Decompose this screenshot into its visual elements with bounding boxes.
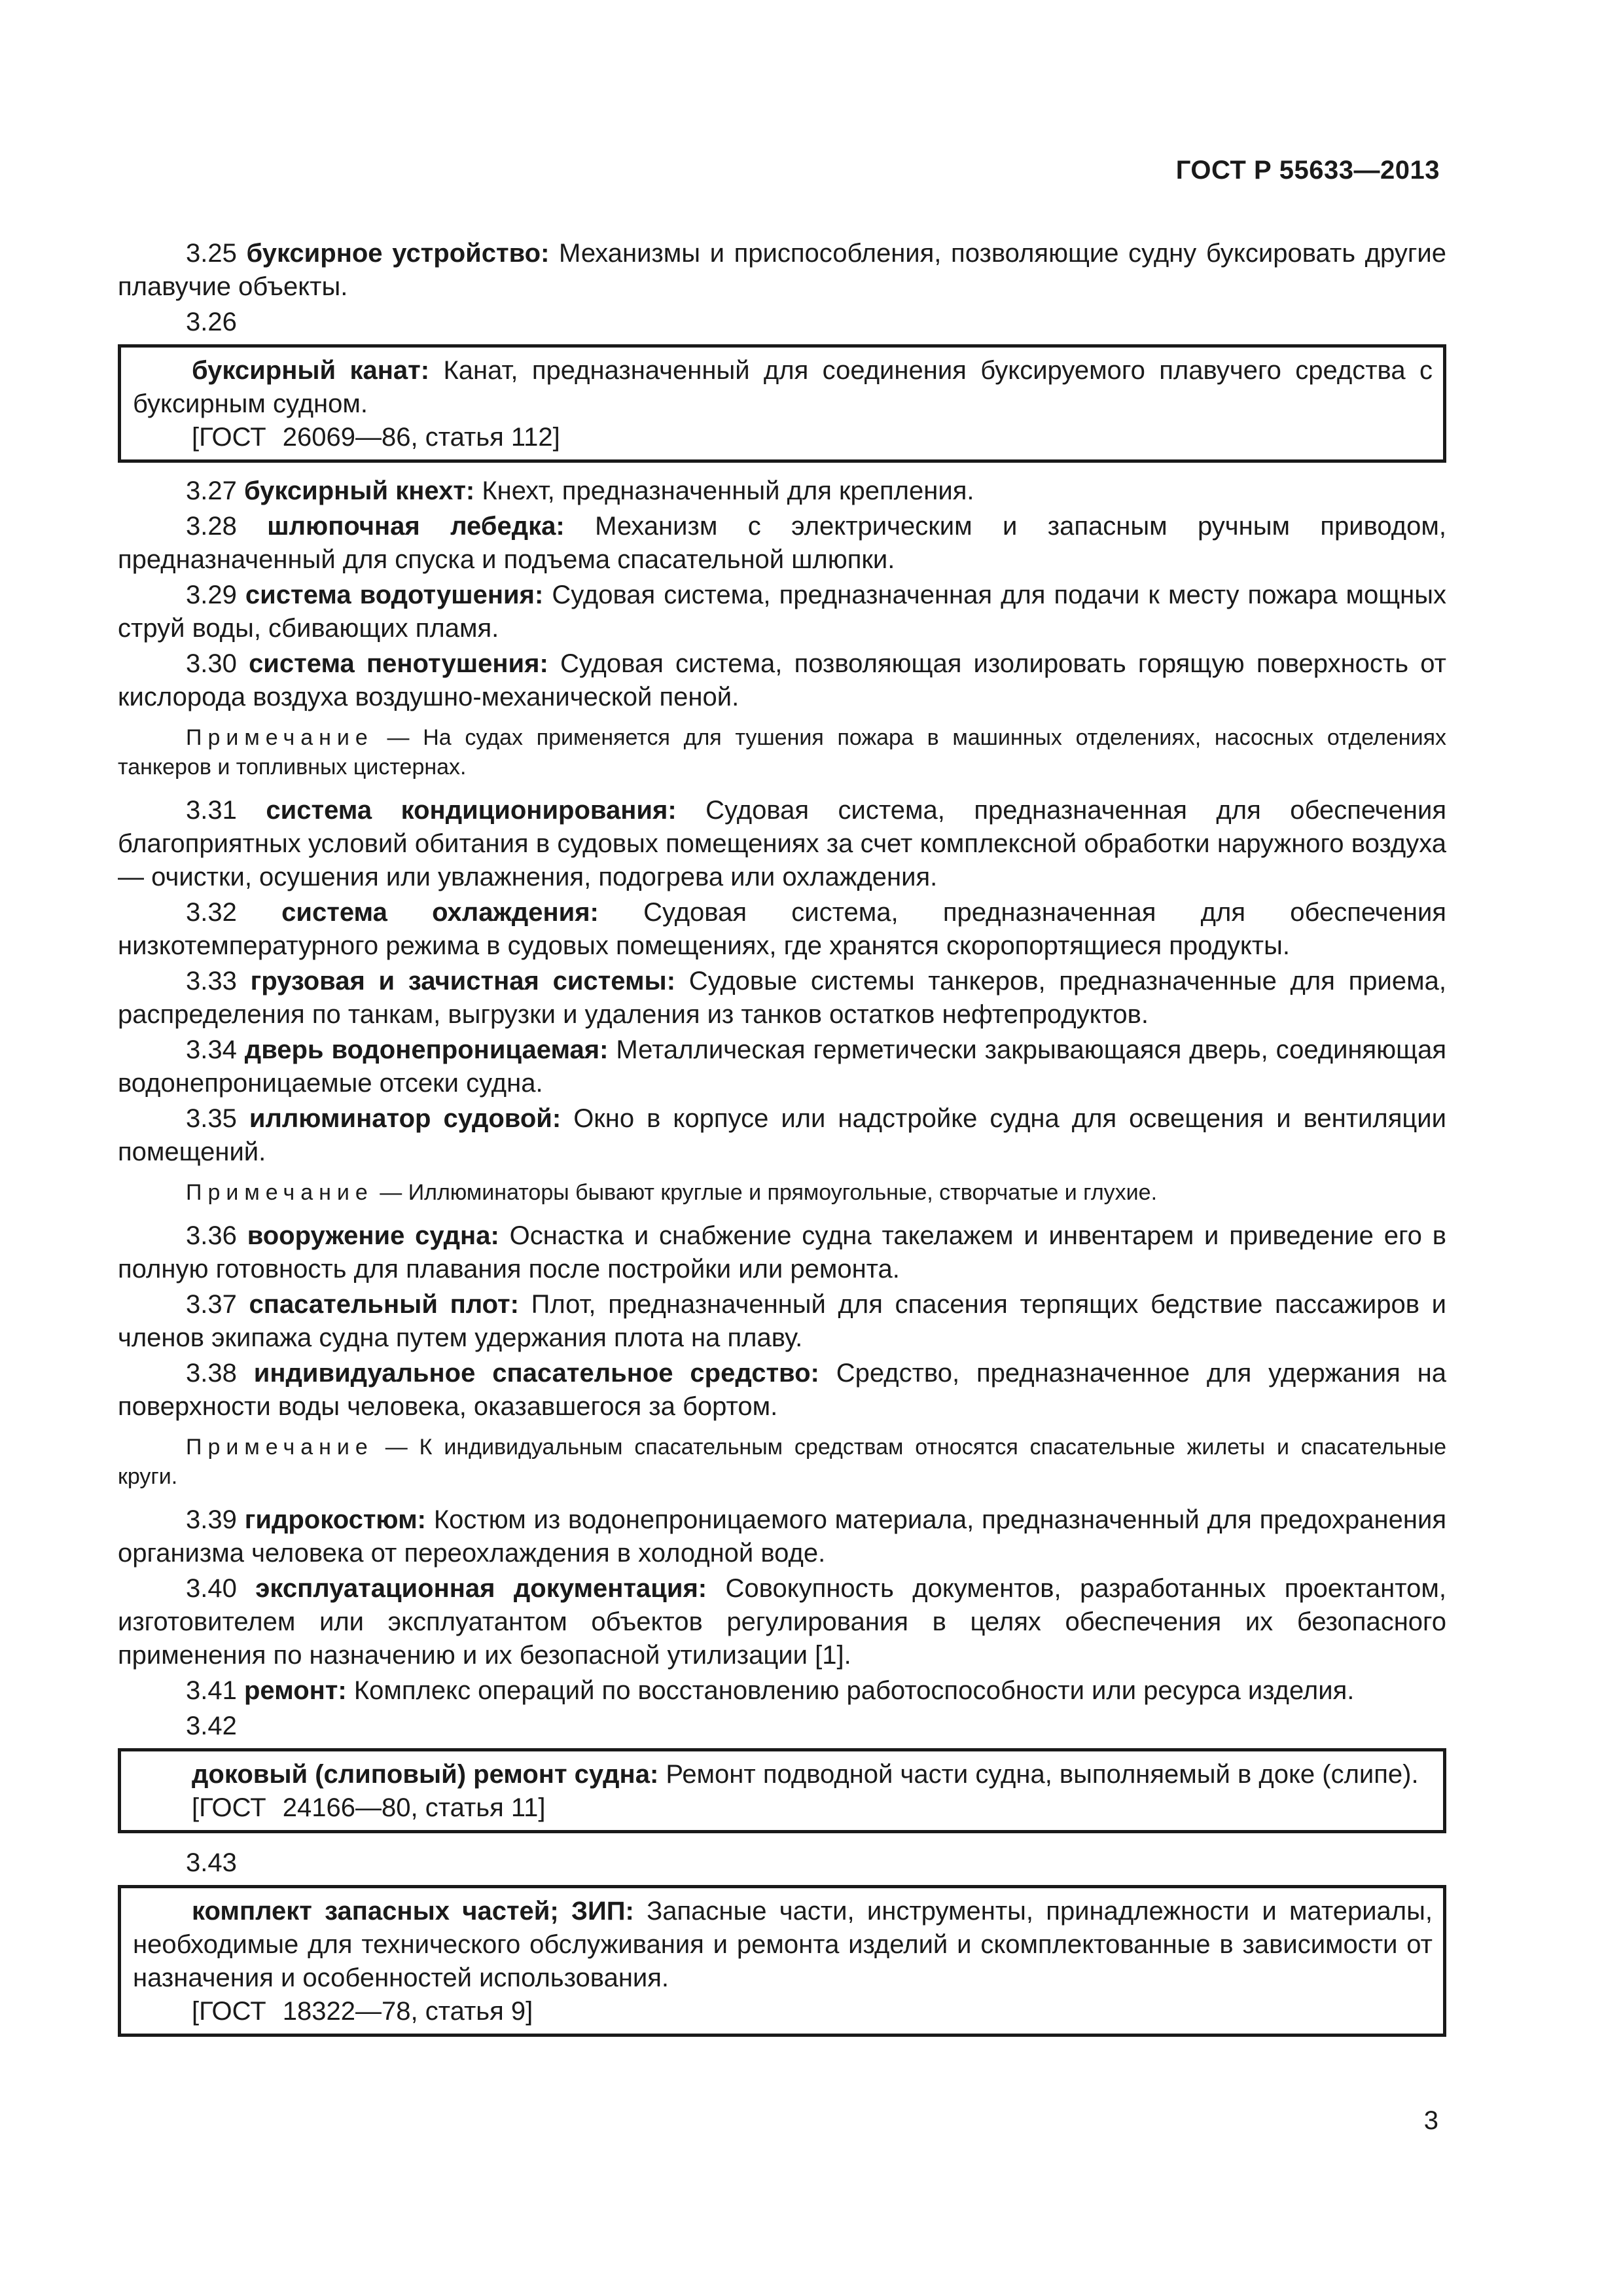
definition-3-25 <box>118 237 1446 304</box>
note-text: — На судах применяется для тушения пожара в машинных отделениях, насосных отделениях танкеров и топливных цистернах. <box>118 725 1446 780</box>
item-term: система охлаждения: <box>281 898 599 927</box>
definition-3-28 <box>118 510 1446 577</box>
item-number: 3.38 <box>186 1359 237 1388</box>
item-number: 3.30 <box>186 649 237 678</box>
item-text: Судовая система, позволяющая изолировать горящую поверхность от кислорода воздуха воздушно-механической пеной. <box>118 649 1446 711</box>
item-term: грузовая и зачистная системы: <box>250 967 676 996</box>
item-term: буксирный кнехт: <box>243 476 475 505</box>
item-term: дверь водонепроницаемая: <box>244 1035 609 1064</box>
note-1 <box>118 723 1446 782</box>
note-text: — Иллюминаторы бывают круглые и прямоугольные, створчатые и глухие. <box>380 1180 1158 1205</box>
item-number: 3.33 <box>186 967 237 996</box>
note-2 <box>118 1178 1446 1208</box>
item-term: буксирный канат: <box>192 356 430 385</box>
item-term: ремонт: <box>243 1676 347 1705</box>
document-body <box>118 237 1446 2049</box>
item-number-3-42: 3.42 <box>186 1712 237 1740</box>
note-label: Примечание <box>186 1435 374 1460</box>
item-text: Судовые системы танкеров, предназначенные для приема, распределения по танкам, выгрузки и удаления из танков остатков нефтепродуктов. <box>118 967 1446 1029</box>
definition-3-29 <box>118 579 1446 645</box>
definition-3-41 <box>118 1674 1446 1708</box>
item-text: Металлическая герметически закрывающаяся дверь, соединяющая водонепроницаемые отсеки судна. <box>118 1035 1446 1098</box>
item-text: Судовая система, предназначенная для подачи к месту пожара мощных струй воды, сбивающих пламя. <box>118 581 1446 643</box>
item-text: Средство, предназначенное для удержания на поверхности воды человека, оказавшегося за бортом. <box>118 1359 1446 1421</box>
item-term: индивидуальное спасательное средство: <box>253 1359 819 1388</box>
boxed-definition-3-43 <box>118 1885 1446 2037</box>
item-term: гидрокостюм: <box>244 1505 426 1534</box>
item-text: Плот, предназначенный для спасения терпящих бедствие пассажиров и членов экипажа судна путем удержания плота на плаву. <box>118 1290 1447 1352</box>
item-number: 3.36 <box>186 1221 237 1250</box>
boxed-definition-3-26 <box>118 344 1446 463</box>
note-text: — К индивидуальным спасательным средствам относятся спасательные жилеты и спасательные круги. <box>118 1435 1446 1489</box>
item-term: вооружение судна: <box>247 1221 499 1250</box>
definition-3-30 <box>118 647 1446 714</box>
document-header: ГОСТ Р 55633—2013 <box>1175 156 1440 185</box>
definition-3-37 <box>118 1288 1446 1355</box>
item-number: 3.29 <box>186 581 237 609</box>
definition-3-35 <box>118 1102 1446 1169</box>
definition-3-31 <box>118 794 1446 894</box>
item-number: 3.41 <box>186 1676 237 1705</box>
item-term: доковый (слиповый) ремонт судна: <box>192 1760 659 1789</box>
definition-3-36 <box>118 1219 1446 1286</box>
item-term: шлюпочная лебедка: <box>267 512 565 541</box>
item-term: эксплуатационная документация: <box>255 1574 707 1603</box>
item-text: Окно в корпусе или надстройке судна для освещения и вентиляции помещений. <box>118 1104 1446 1166</box>
item-term: спасательный плот: <box>249 1290 519 1319</box>
item-text: Костюм из водонепроницаемого материала, предназначенный для предохранения организма человека от переохлаждения в холодной воде. <box>118 1505 1446 1568</box>
item-term: система пенотушения: <box>249 649 548 678</box>
item-number: 3.25 <box>186 239 237 268</box>
item-term: буксирное устройство: <box>246 239 550 268</box>
item-term: комплект запасных частей; ЗИП: <box>192 1897 634 1926</box>
item-number: 3.32 <box>186 898 237 927</box>
item-number: 3.37 <box>186 1290 237 1319</box>
item-text: Комплекс операций по восстановлению работоспособности или ресурса изделия. <box>353 1676 1355 1705</box>
item-number: 3.35 <box>186 1104 237 1133</box>
item-number: 3.28 <box>186 512 237 541</box>
definition-3-33 <box>118 965 1446 1031</box>
item-text: Кнехт, предназначенный для крепления. <box>482 476 974 505</box>
definition-3-27 <box>118 475 1446 508</box>
item-text: Запасные части, инструменты, принадлежности и материалы, необходимые для технического обслуживания и ремонта изделий и скомплектованные в зависимости от назначения и особенностей использования. <box>133 1897 1433 1992</box>
note-label: Примечание <box>186 725 374 750</box>
definition-3-39 <box>118 1503 1446 1570</box>
note-3 <box>118 1433 1446 1492</box>
note-label: Примечание <box>186 1180 374 1205</box>
item-text: Механизм с электрическим и запасным ручным приводом, предназначенный для спуска и подъема спасательной шлюпки. <box>118 512 1446 574</box>
source-reference: [ГОСТ 24166—80, статья 11] <box>192 1793 546 1822</box>
item-number-3-26: 3.26 <box>186 308 237 336</box>
definition-3-40 <box>118 1572 1446 1672</box>
item-number: 3.27 <box>186 476 237 505</box>
item-number: 3.31 <box>186 796 237 825</box>
item-text: Судовая система, предназначенная для обеспечения благоприятных условий обитания в судовых помещениях за счет комплексной обработки наружного воздуха — очистки, осушения или увлажнения, подогрева или охлаждения. <box>118 796 1446 891</box>
item-number: 3.40 <box>186 1574 237 1603</box>
item-number-3-43: 3.43 <box>186 1848 237 1877</box>
page-number: 3 <box>1423 2106 1438 2135</box>
source-reference: [ГОСТ 18322—78, статья 9] <box>192 1997 533 2026</box>
item-number: 3.39 <box>186 1505 237 1534</box>
definition-3-38 <box>118 1357 1446 1424</box>
item-number: 3.34 <box>186 1035 237 1064</box>
item-text: Судовая система, предназначенная для обеспечения низкотемпературного режима в судовых помещениях, где хранятся скоропортящиеся продукты. <box>118 898 1446 960</box>
item-text: Совокупность документов, разработанных проектантом, изготовителем или эксплуатантом объектов регулирования в целях обеспечения их безопасного применения по назначению и их безопасной утилизации [1]. <box>118 1574 1446 1670</box>
source-reference: [ГОСТ 26069—86, статья 112] <box>192 423 560 452</box>
item-text: Механизмы и приспособления, позволяющие судну буксировать другие плавучие объекты. <box>118 239 1446 301</box>
item-term: система кондиционирования: <box>266 796 677 825</box>
item-term: иллюминатор судовой: <box>249 1104 562 1133</box>
definition-3-34 <box>118 1033 1446 1100</box>
item-text: Канат, предназначенный для соединения буксируемого плавучего средства с буксирным судном. <box>133 356 1433 418</box>
item-text: Ремонт подводной части судна, выполняемый в доке (слипе). <box>666 1760 1419 1789</box>
boxed-definition-3-42 <box>118 1748 1446 1833</box>
item-term: система водотушения: <box>245 581 544 609</box>
item-text: Оснастка и снабжение судна такелажем и инвентарем и приведение его в полную готовность для плавания после постройки или ремонта. <box>118 1221 1446 1283</box>
definition-3-32 <box>118 896 1446 963</box>
